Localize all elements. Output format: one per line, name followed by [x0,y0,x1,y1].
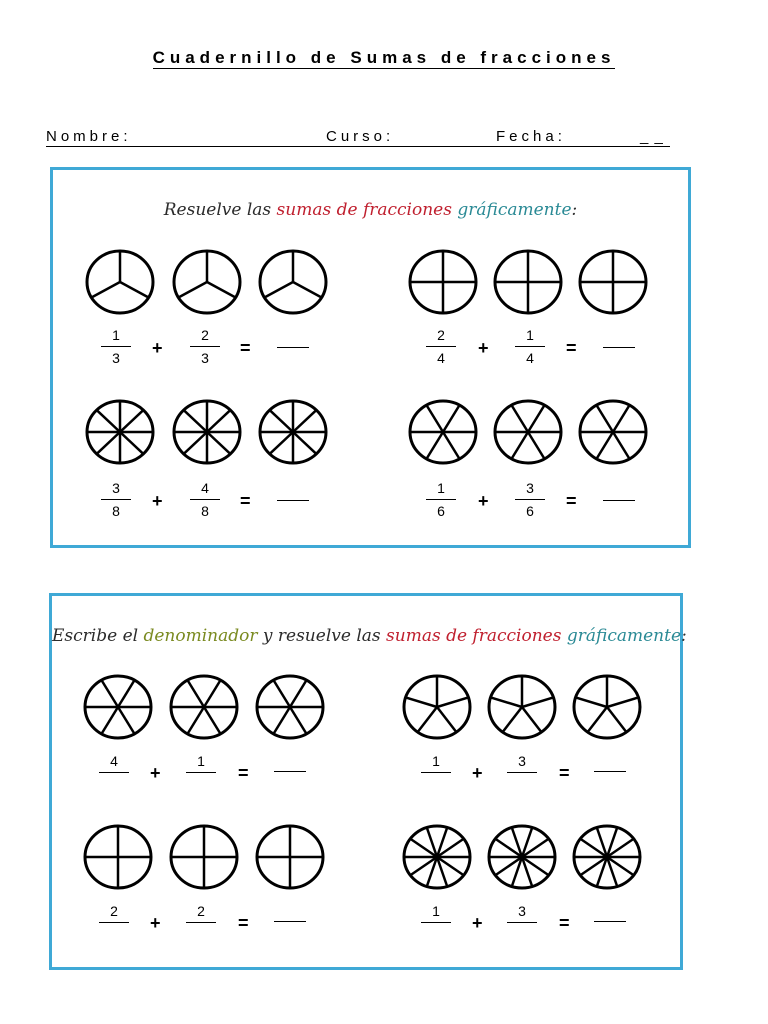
fraction-circle [580,251,646,313]
fraction-5b: 1 [186,752,216,793]
curso-label: Curso: [326,128,395,145]
fraction-circle [257,826,323,888]
plus-sign: + [150,913,161,933]
fraction-3a: 3 8 [101,479,131,520]
fecha-blank: _ _ [640,128,664,145]
fraction-2b: 1 4 [515,326,545,367]
fraction-1b: 2 3 [190,326,220,367]
fraction-3b: 4 8 [190,479,220,520]
panel2-fraction-circles [52,596,686,973]
fraction-5a: 4 [99,752,129,793]
answer-blank [277,347,309,348]
fraction-circle [404,826,470,888]
panel2-title: Escribe el denominador y resuelve las sumas de fracciones gráficamente: [52,626,687,646]
header-underline [46,146,670,147]
fraction-circle [404,676,470,738]
fraction-circle [85,826,151,888]
equals-sign: = [566,338,577,358]
fraction-1a: 1 3 [101,326,131,367]
answer-blank [594,921,626,922]
fraction-circle [489,676,555,738]
fraction-circle [495,401,561,463]
plus-sign: + [472,763,483,783]
answer-blank [274,771,306,772]
worksheet-title: Cuadernillo de Sumas de fracciones [152,48,616,67]
plus-sign: + [152,338,163,358]
fraction-circle [171,826,237,888]
fraction-6b: 3 [507,752,537,793]
equals-sign: = [240,338,251,358]
panel1-fraction-circles [53,170,694,551]
fraction-4b: 3 6 [515,479,545,520]
fraction-circle [260,401,326,463]
fraction-circle [260,251,326,313]
fraction-8a: 1 [421,902,451,943]
plus-sign: + [150,763,161,783]
plus-sign: + [152,491,163,511]
plus-sign: + [472,913,483,933]
plus-sign: + [478,338,489,358]
fraction-8b: 3 [507,902,537,943]
fraction-2a: 2 4 [426,326,456,367]
fraction-circle [410,251,476,313]
equals-sign: = [238,763,249,783]
fraction-4a: 1 6 [426,479,456,520]
fraction-circle [85,676,151,738]
fraction-circle [174,251,240,313]
plus-sign: + [478,491,489,511]
fraction-7a: 2 [99,902,129,943]
equals-sign: = [559,913,570,933]
panel-solve-graphically [50,167,691,548]
fraction-circle [171,676,237,738]
fraction-circle [410,401,476,463]
equals-sign: = [566,491,577,511]
fraction-circle [574,676,640,738]
nombre-label: Nombre: [46,128,132,145]
fraction-circle [489,826,555,888]
fraction-circle [574,826,640,888]
fraction-circle [580,401,646,463]
answer-blank [274,921,306,922]
panel1-title: Resuelve las sumas de fracciones gráficamente: [163,200,578,220]
fraction-7b: 2 [186,902,216,943]
panel-write-denominator [49,593,687,970]
fraction-circle [87,251,153,313]
fraction-circle [257,676,323,738]
fraction-circle [174,401,240,463]
answer-blank [277,500,309,501]
answer-blank [594,771,626,772]
answer-blank [603,347,635,348]
answer-blank [603,500,635,501]
equals-sign: = [238,913,249,933]
fecha-label: Fecha: [496,128,566,145]
fraction-circle [87,401,153,463]
equals-sign: = [559,763,570,783]
fraction-circle [495,251,561,313]
equals-sign: = [240,491,251,511]
fraction-6a: 1 [421,752,451,793]
